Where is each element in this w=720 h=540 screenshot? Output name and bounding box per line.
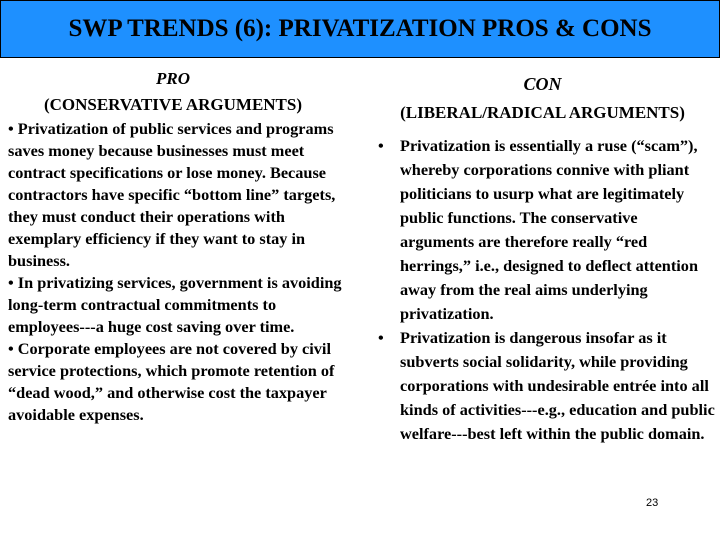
bullet-icon: • <box>378 136 384 155</box>
pro-list <box>8 118 348 426</box>
con-list <box>370 134 715 446</box>
title-bar <box>0 0 720 58</box>
con-item-text: Privatization is essentially a ruse (“scam”), whereby corporations connive with pliant politicians to usurp what are legitimately public functions. The conservative arguments are therefore really “red herrings,” i.e., designed to deflect attention away from the real aims underlying privatization. <box>400 136 698 323</box>
con-subheading: (LIBERAL/RADICAL ARGUMENTS) <box>400 103 685 122</box>
pro-heading: PRO <box>156 69 190 88</box>
con-item <box>370 134 715 326</box>
con-column <box>370 72 715 446</box>
pro-subheading: (CONSERVATIVE ARGUMENTS) <box>43 95 303 114</box>
con-item <box>370 326 715 446</box>
con-heading: CON <box>523 74 562 94</box>
pro-item: • Corporate employees are not covered by civil service protections, which promote retention of “dead wood,” and otherwise cost the taxpayer avoidable expenses. <box>8 339 335 424</box>
slide-title: SWP TRENDS (6): PRIVATIZATION PROS & CONS <box>68 15 652 42</box>
bullet-icon: • <box>378 328 384 347</box>
pro-item: • Privatization of public services and programs saves money because businesses must meet contract specifications or lose money. Because contractors have specific “bottom line” targets, they must conduct their operations with exemplary efficiency if they want to stay in business. <box>8 119 336 270</box>
page-number: 23 <box>646 497 659 509</box>
pro-item: • In privatizing services, government is avoiding long-term contractual commitments to employees---a huge cost saving over time. <box>8 273 342 336</box>
con-item-text: Privatization is dangerous insofar as it subverts social solidarity, while providing corporations with undesirable entrée into all kinds of activities---e.g., education and public welfare---best left within the public domain. <box>400 328 715 443</box>
pro-column <box>8 68 348 426</box>
